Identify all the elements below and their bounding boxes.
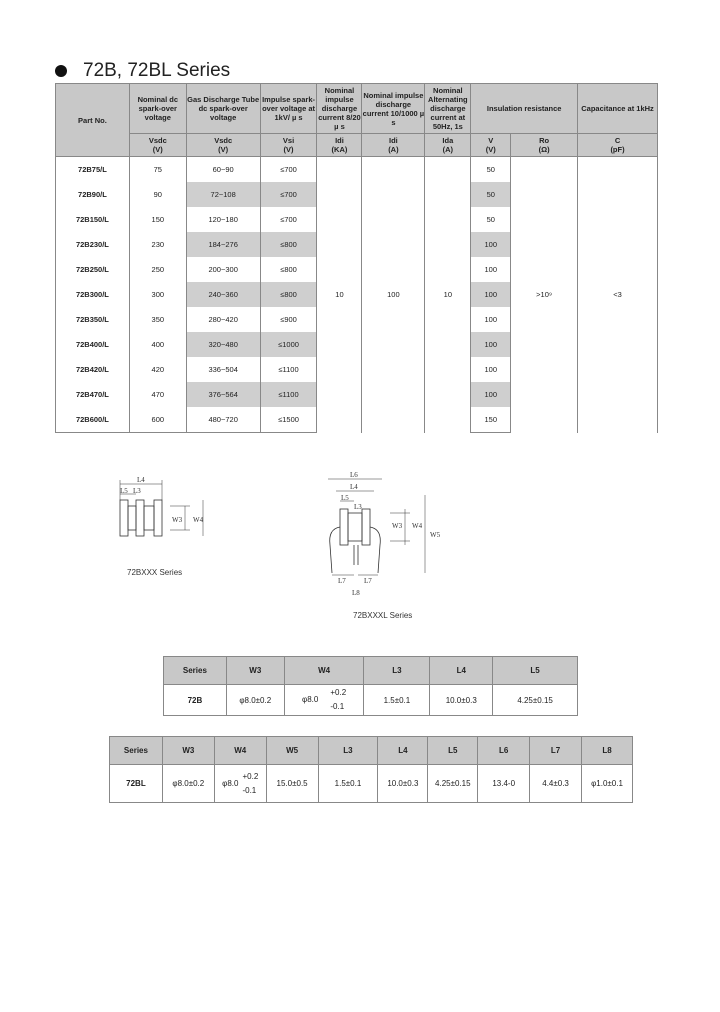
unit-vsdc: Vsdc (V) (129, 134, 186, 157)
label-L5: L5 (120, 487, 128, 495)
td-72bl-l8: φ1.0±0.1 (582, 765, 633, 803)
td-72bl-w3: φ8.0±0.2 (162, 765, 214, 803)
cell-ins-v: 100 (471, 382, 511, 407)
header-insulation: Insulation resistance (471, 84, 578, 134)
td-72bl-l3: 1.5±0.1 (318, 765, 378, 803)
diagram-72b (100, 470, 230, 580)
cell-part-no: 72B230/L (56, 232, 130, 257)
unit-nac: Ida (A) (425, 134, 471, 157)
cell-vsdc: 250 (129, 257, 186, 282)
th-72bl-w3: W3 (162, 737, 214, 765)
td-72b-series: 72B (164, 685, 227, 716)
cell-vsdc: 150 (129, 207, 186, 232)
th-72bl-w5: W5 (266, 737, 318, 765)
cell-tube: 320~480 (186, 332, 260, 357)
dims-table-72bl (109, 736, 633, 803)
th-72b-series: Series (164, 657, 227, 685)
cell-part-no: 72B420/L (56, 357, 130, 382)
cell-impulse: ≤800 (260, 232, 317, 257)
cell-ins-v: 50 (471, 182, 511, 207)
cell-part-no: 72B250/L (56, 257, 130, 282)
label-W4-b: W4 (412, 522, 423, 530)
label-L6: L6 (350, 471, 358, 479)
th-72bl-l8: L8 (582, 737, 633, 765)
th-72bl-l7: L7 (530, 737, 582, 765)
unit-cap: C (pF) (578, 134, 658, 157)
label-L3-b: L3 (354, 503, 362, 511)
cell-part-no: 72B400/L (56, 332, 130, 357)
cell-impulse: ≤900 (260, 307, 317, 332)
cell-ins-v: 100 (471, 232, 511, 257)
label-L5-b: L5 (341, 494, 349, 502)
cell-ins-v: 100 (471, 357, 511, 382)
cell-ins-v: 100 (471, 282, 511, 307)
cell-part-no: 72B150/L (56, 207, 130, 232)
cell-tube: 200~300 (186, 257, 260, 282)
cell-tube: 240~360 (186, 282, 260, 307)
series-title-text: 72B, 72BL Series (83, 60, 231, 81)
label-W4: W4 (193, 516, 204, 524)
cell-tube: 376~564 (186, 382, 260, 407)
th-72b-l4: L4 (430, 657, 493, 685)
th-72b-l3: L3 (364, 657, 430, 685)
cell-impulse: ≤1000 (260, 332, 317, 357)
th-72bl-series: Series (110, 737, 163, 765)
td-72bl-w4: φ8.0+0.2 -0.1 (214, 765, 266, 803)
cell-impulse: ≤800 (260, 282, 317, 307)
cell-ins-v: 100 (471, 307, 511, 332)
cell-vsdc: 600 (129, 407, 186, 433)
cell-vsdc: 420 (129, 357, 186, 382)
cell-merged-idi_ka: 10 (317, 157, 362, 433)
label-L7-b: L7 (364, 577, 372, 585)
cell-impulse: ≤700 (260, 157, 317, 183)
cell-tube: 336~504 (186, 357, 260, 382)
cell-vsdc: 75 (129, 157, 186, 183)
cell-part-no: 72B600/L (56, 407, 130, 433)
cell-ins-v: 150 (471, 407, 511, 433)
td-72bl-l5: 4.25±0.15 (428, 765, 478, 803)
cell-ins-v: 50 (471, 157, 511, 183)
cell-part-no: 72B350/L (56, 307, 130, 332)
header-vsdc: Nominal dc spark-over voltage (129, 84, 186, 134)
header-part-no: Part No. (56, 84, 130, 157)
cell-vsdc: 90 (129, 182, 186, 207)
cell-merged-c: <3 (578, 157, 658, 433)
cell-vsdc: 470 (129, 382, 186, 407)
td-72bl-l6: 13.4-0 (478, 765, 530, 803)
td-72b-w3: φ8.0±0.2 (226, 685, 284, 716)
cell-tube: 184~276 (186, 232, 260, 257)
spec-table (55, 83, 658, 433)
unit-ins-v: V (V) (471, 134, 511, 157)
header-nid-101000: Nominal impulse discharge current 10/1000 µ s (362, 84, 425, 134)
cell-merged-ida: 10 (425, 157, 471, 433)
label-W5: W5 (430, 531, 441, 539)
td-72b-l3: 1.5±0.1 (364, 685, 430, 716)
cell-impulse: ≤1100 (260, 357, 317, 382)
cell-vsdc: 300 (129, 282, 186, 307)
cell-tube: 120~180 (186, 207, 260, 232)
td-72bl-l4: 10.0±0.3 (378, 765, 428, 803)
cell-ins-v: 50 (471, 207, 511, 232)
th-72bl-l3: L3 (318, 737, 378, 765)
diagram-72b-body (120, 500, 162, 536)
cell-ins-v: 100 (471, 257, 511, 282)
unit-tube: Vsdc (V) (186, 134, 260, 157)
unit-nid-101000: Idi (A) (362, 134, 425, 157)
th-72bl-l6: L6 (478, 737, 530, 765)
cell-impulse: ≤700 (260, 182, 317, 207)
cell-part-no: 72B90/L (56, 182, 130, 207)
cell-part-no: 72B300/L (56, 282, 130, 307)
th-72bl-w4: W4 (214, 737, 266, 765)
unit-nid-820: Idi (KA) (317, 134, 362, 157)
cell-vsdc: 400 (129, 332, 186, 357)
cell-impulse: ≤700 (260, 207, 317, 232)
th-72bl-l5: L5 (428, 737, 478, 765)
td-72bl-l7: 4.4±0.3 (530, 765, 582, 803)
unit-ins-r: Ro (Ω) (511, 134, 578, 157)
cell-part-no: 72B75/L (56, 157, 130, 183)
cell-tube: 72~108 (186, 182, 260, 207)
cell-tube: 280~420 (186, 307, 260, 332)
header-tube: Gas Discharge Tube dc spark-over voltage (186, 84, 260, 134)
header-impulse: Impulse spark-over voltage at 1kV/ µ s (260, 84, 317, 134)
label-W3-b: W3 (392, 522, 403, 530)
th-72b-l5: L5 (493, 657, 578, 685)
cell-impulse: ≤1100 (260, 382, 317, 407)
label-L8: L8 (352, 589, 360, 597)
td-72bl-w5: 15.0±0.5 (266, 765, 318, 803)
td-72b-l5: 4.25±0.15 (493, 685, 578, 716)
cell-merged-idi_a: 100 (362, 157, 425, 433)
header-nac: Nominal Alternating discharge current at 50Hz, 1s (425, 84, 471, 134)
label-L3: L3 (133, 487, 141, 495)
cell-merged-ro: >10⁹ (511, 157, 578, 433)
cell-vsdc: 230 (129, 232, 186, 257)
td-72b-w4: φ8.0+0.2 -0.1 (284, 685, 364, 716)
cell-impulse: ≤800 (260, 257, 317, 282)
label-W3: W3 (172, 516, 183, 524)
cell-part-no: 72B470/L (56, 382, 130, 407)
cell-vsdc: 350 (129, 307, 186, 332)
th-72bl-l4: L4 (378, 737, 428, 765)
label-L4: L4 (137, 476, 145, 484)
spec-row (56, 157, 658, 183)
td-72bl-series: 72BL (110, 765, 163, 803)
dims-table-72b (163, 656, 578, 716)
series-title (55, 60, 230, 82)
label-L7: L7 (338, 577, 346, 585)
unit-impulse: Vsi (V) (260, 134, 317, 157)
cell-tube: 60~90 (186, 157, 260, 183)
diagram-72bl (310, 465, 450, 600)
td-72b-l4: 10.0±0.3 (430, 685, 493, 716)
header-capacitance: Capacitance at 1kHz (578, 84, 658, 134)
diagram-72bl-body (330, 509, 381, 573)
label-L4-b: L4 (350, 483, 358, 491)
caption-72bl: 72BXXXL Series (353, 611, 413, 620)
th-72b-w4: W4 (284, 657, 364, 685)
cell-tube: 480~720 (186, 407, 260, 433)
th-72b-w3: W3 (226, 657, 284, 685)
caption-72b: 72BXXX Series (127, 568, 183, 577)
cell-impulse: ≤1500 (260, 407, 317, 433)
bullet-icon (55, 65, 67, 77)
header-nid-820: Nominal impulse discharge current 8/20 µ s (317, 84, 362, 134)
cell-ins-v: 100 (471, 332, 511, 357)
